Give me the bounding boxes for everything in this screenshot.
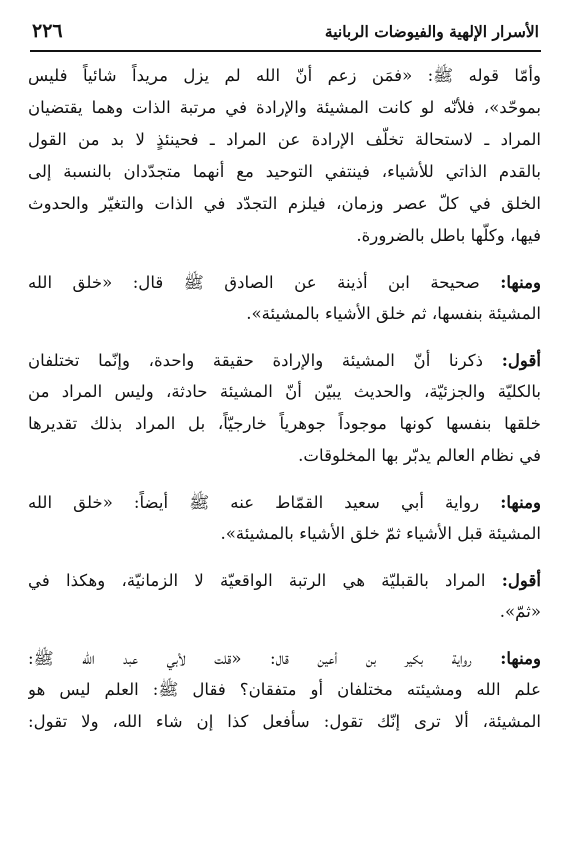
text-line: «ثمّ». [499, 602, 541, 621]
text-line: المشيئة قبل الأشياء ثمّ خلق الأشياء بالمشيئة». [220, 524, 541, 543]
text-line: فيها، وكلّها باطل بالضرورة. [356, 226, 541, 245]
text-line [28, 642, 541, 674]
line-text: ذكرنا أنّ المشيئة والإرادة حقيقة واحدة، وإنّما تختلفان [28, 351, 502, 370]
paragraph-lead: أقول: [501, 350, 541, 370]
paragraph-lead: ومنها: [500, 492, 541, 512]
paragraph [28, 486, 541, 550]
paragraph-lead: ومنها: [500, 272, 541, 292]
text-line: في نظام العالم يدبّر بها المخلوقات. [298, 446, 541, 465]
paragraph [28, 266, 541, 330]
text-line: المراد ـ لاستحالة تخلّف الإرادة عن المراد ـ فحينئذٍ لا بد من القول [28, 130, 541, 149]
text-line [28, 344, 541, 376]
text-line: علم الله ومشيئته مختلفان أو متفقان؟ فقال ﷺ: العلم ليس هو [28, 680, 541, 699]
paragraph [28, 60, 541, 252]
paragraph [28, 344, 541, 472]
running-title: الأسرار الإلهية والفيوضات الربانية [324, 22, 539, 41]
paragraph-lead: أقول: [501, 570, 541, 590]
text-line: المشيئة، ألا ترى إنّك تقول: سأفعل كذا إن شاء الله، ولا تقول: [28, 712, 541, 731]
paragraph [28, 564, 541, 628]
text-line: بالقدم الذاتي للأشياء، فينتفي التوحيد مع أنهما متجدّدان بالنسبة إلى [28, 162, 541, 181]
text-line: بالكليّة والجزئيّة، والحديث يبيّن أنّ المشيئة حادثة، وليس المراد من [28, 382, 541, 401]
text-line: خلقها بنفسها كونها موجوداً جوهرياً خارجيّاً، بل المراد بذلك تقديرها [28, 414, 541, 433]
page-body [28, 60, 541, 738]
text-line: الخلق في كلّ عصر وزمان، فيلزم التجدّد في الذات والتغيّر والحدوث [28, 194, 541, 213]
paragraph-lead: ومنها: [500, 648, 541, 668]
page-header [30, 20, 541, 52]
text-line: المشيئة بنفسها، ثم خلق الأشياء بالمشيئة». [246, 304, 541, 323]
line-text: المراد بالقبليّة هي الرتبة الواقعيّة لا الزمانيّة، وهكذا في [28, 571, 502, 590]
paragraph [28, 642, 541, 738]
page-number: ٢٢٦ [32, 20, 63, 42]
text-line: وأمّا قوله ﷺ: «فمَن زعم أنّ الله لم يزل مريداً شائياً فليس [28, 66, 541, 85]
line-text: رواية بكير بن أعين قال: «قلت لأبي عبد الله ﷺ: [28, 649, 501, 668]
line-text: صحيحة ابن أذينة عن الصادق ﷺ قال: «خلق الله [28, 273, 501, 292]
text-line: بموحّد»، فلأنّه لو كانت المشيئة والإرادة في مرتبة الذات وهما يقتضيان [28, 98, 541, 117]
text-line [28, 266, 541, 298]
text-line [28, 486, 541, 518]
line-text: رواية أبي سعيد القمّاط عنه ﷺ أيضاً: «خلق الله [28, 493, 501, 512]
text-line [28, 564, 541, 596]
